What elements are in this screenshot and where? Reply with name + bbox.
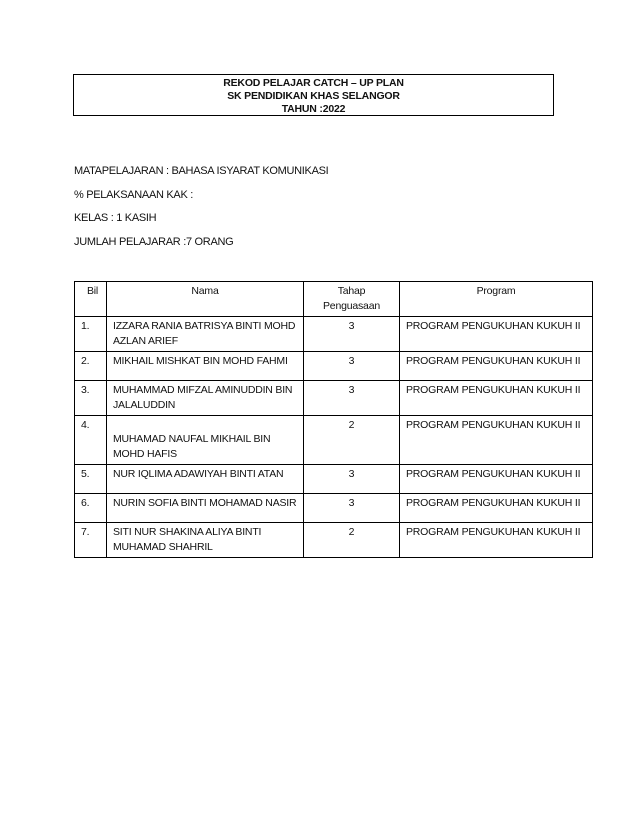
table-row [75,494,593,523]
cell-bil: 5. [75,465,107,494]
cell-spacer [113,418,297,432]
cell-bil: 3. [75,381,107,416]
document-title-box [73,74,554,116]
cell-tahap: 2 [304,523,400,558]
title-line-1: REKOD PELAJAR CATCH – UP PLAN [223,77,404,89]
title-line-3: TAHUN :2022 [281,103,346,115]
cell-program: PROGRAM PENGUKUHAN KUKUH II [400,416,593,465]
cell-nama-wrapper [107,416,304,465]
cell-program: PROGRAM PENGUKUHAN KUKUH II [400,317,593,352]
title-line-2: SK PENDIDIKAN KHAS SELANGOR [227,90,400,102]
header-program: Program [400,282,593,317]
cell-tahap: 3 [304,352,400,381]
cell-bil: 7. [75,523,107,558]
pelaksanaan-line: % PELAKSANAAN KAK : [74,189,194,201]
cell-program: PROGRAM PENGUKUHAN KUKUH II [400,352,593,381]
cell-tahap: 3 [304,494,400,523]
cell-program: PROGRAM PENGUKUHAN KUKUH II [400,381,593,416]
cell-tahap: 2 [304,416,400,465]
table-row [75,352,593,381]
header-nama: Nama [107,282,304,317]
cell-nama: IZZARA RANIA BATRISYA BINTI MOHD AZLAN ARIEF [107,317,304,352]
table-row [75,523,593,558]
cell-bil: 1. [75,317,107,352]
cell-tahap: 3 [304,381,400,416]
cell-bil: 2. [75,352,107,381]
cell-tahap: 3 [304,317,400,352]
cell-tahap: 3 [304,465,400,494]
cell-program: PROGRAM PENGUKUHAN KUKUH II [400,494,593,523]
cell-nama: NURIN SOFIA BINTI MOHAMAD NASIR [107,494,304,523]
jumlah-line: JUMLAH PELAJARAR :7 ORANG [74,236,234,248]
table-row [75,381,593,416]
header-tahap: Tahap Penguasaan [304,282,400,317]
table-header-row [75,282,593,317]
cell-nama: MUHAMAD NAUFAL MIKHAIL BIN MOHD HAFIS [113,433,271,460]
header-bil: Bil [75,282,107,317]
cell-nama: SITI NUR SHAKINA ALIYA BINTI MUHAMAD SHAHRIL [107,523,304,558]
cell-program: PROGRAM PENGUKUHAN KUKUH II [400,523,593,558]
subject-line: MATAPELAJARAN : BAHASA ISYARAT KOMUNIKASI [74,165,329,177]
cell-program: PROGRAM PENGUKUHAN KUKUH II [400,465,593,494]
cell-nama: MIKHAIL MISHKAT BIN MOHD FAHMI [107,352,304,381]
student-records-table [74,281,593,558]
kelas-line: KELAS : 1 KASIH [74,212,157,224]
cell-bil: 4. [75,416,107,465]
cell-nama: NUR IQLIMA ADAWIYAH BINTI ATAN [107,465,304,494]
table-row [75,416,593,465]
cell-nama: MUHAMMAD MIFZAL AMINUDDIN BIN JALALUDDIN [107,381,304,416]
table-row [75,317,593,352]
cell-bil: 6. [75,494,107,523]
table-row [75,465,593,494]
